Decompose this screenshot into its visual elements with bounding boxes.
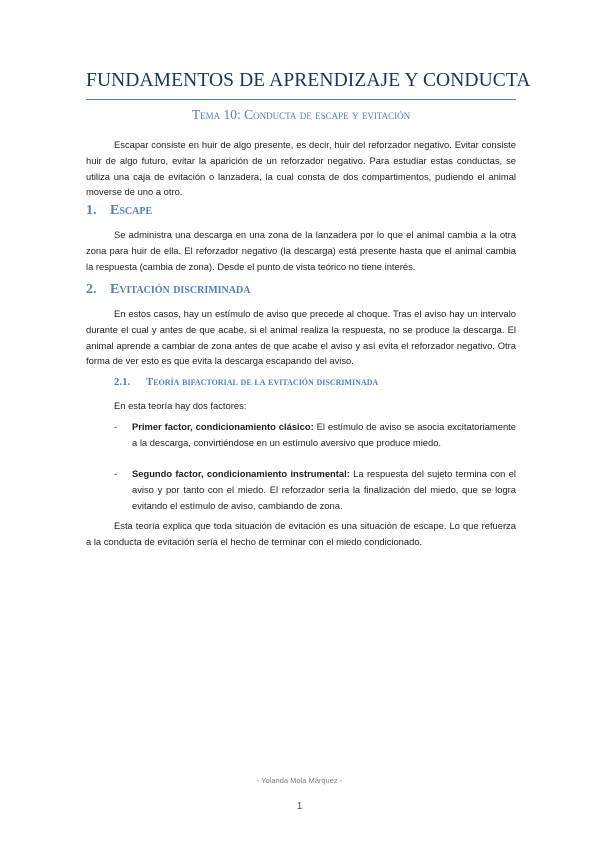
subtitle-text: Tema 10: Conducta de escape y evitación (191, 107, 411, 122)
section-title: Evitación discriminada (110, 282, 251, 297)
title-underline (86, 99, 516, 100)
bullet-body: El estímulo de aviso se asocia excitatoriamente a la descarga, convirtiéndose en un estímulo aversivo que produce miedo. (132, 421, 516, 448)
bullet-label: Segundo factor, condicionamiento instrumental: (132, 468, 350, 479)
bullet-label: Primer factor, condicionamiento clásico: (132, 421, 314, 432)
bullet-dash: - (114, 421, 118, 432)
document-title: FUNDAMENTOS DE APRENDIZAJE Y CONDUCTA (86, 70, 531, 91)
subsection-title: Teoría bifactorial de la evitación discriminada (146, 376, 379, 388)
subsection-heading-teoria (114, 376, 378, 388)
section-heading-evitacion (86, 282, 250, 298)
intro-paragraph: Escapar consiste en huir de algo presente, es decir, huir del reforzador negativo. Evitar consiste huir de algo futuro, evitar la aparición de un reforzador negativo. Para estudiar estas conductas, se utiliza una caja de evitación o lanzadera, la cual consta de dos compartimentos, pudiendo el animal moverse de uno a otro. (86, 139, 516, 198)
teoria-conclusion: Esta teoría explica que toda situación de evitación es una situación de escape. Lo que refuerza a la conducta de evitación sería el hecho de terminar con el miedo condicionado. (86, 520, 516, 547)
subsection-number: 2.1. (114, 376, 131, 388)
section-title: Escape (110, 203, 153, 218)
bullet-text (132, 419, 516, 451)
evitacion-paragraph: En estos casos, hay un estímulo de aviso que precede al choque. Tras el aviso hay un intervalo durante el cual y antes de que acabe, si el animal realiza la respuesta, no se produce la descarga. El animal aprende a cambiar de zona antes de que acabe el aviso y así evita el reforzador negativo. Otra forma de ver esto es que evita la descarga escapando del aviso. (86, 308, 516, 367)
document-subtitle (86, 107, 516, 123)
section-number: 1. (86, 203, 97, 218)
section-heading-escape (86, 203, 152, 219)
page-number: 1 (296, 801, 303, 812)
escape-paragraph: Se administra una descarga en una zona de la lanzadera por lo que el animal cambia a la otra zona para huir de ella. El reforzador negativo (la descarga) está presente hasta que el animal cambia la respuesta (cambia de zona). Desde el punto de vista teórico no tiene interés. (86, 229, 516, 272)
teoria-lead: En esta teoría hay dos factores: (114, 400, 247, 411)
section-number: 2. (86, 282, 97, 297)
bullet-body: La respuesta del sujeto termina con el aviso y por tanto con el miedo. El reforzador sería la finalización del miedo, que se logra evitando el estímulo de aviso, cambiando de zona. (132, 468, 516, 511)
bullet-text (132, 466, 516, 513)
footer-author: - Yolanda Mola Márquez - (256, 776, 343, 785)
bullet-dash: - (114, 468, 118, 479)
